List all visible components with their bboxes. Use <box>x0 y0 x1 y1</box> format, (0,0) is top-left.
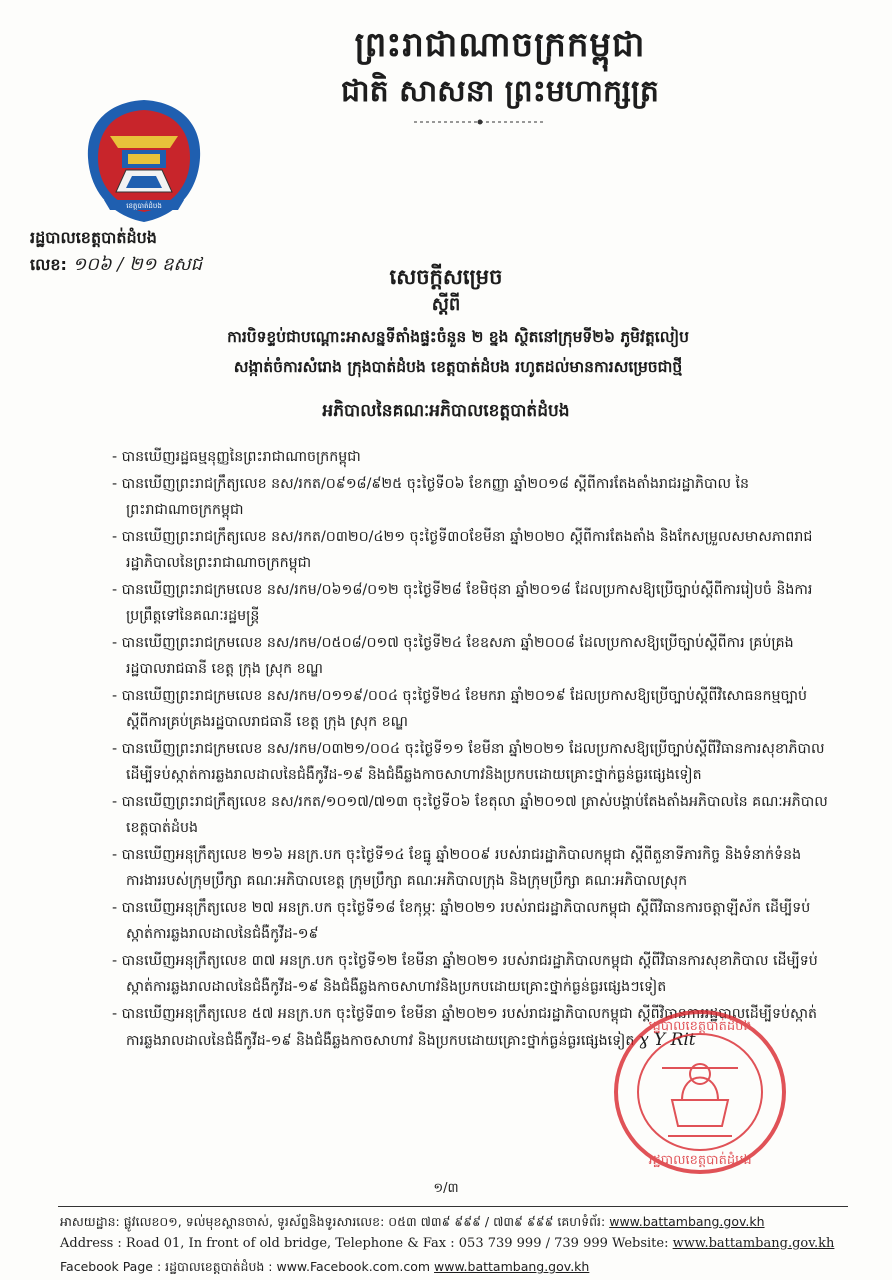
legal-basis-item: - បានឃើញអនុក្រឹត្យលេខ ២៧ អនក្រ.បក ចុះថ្ងៃទី១៨ ខែកុម្ភៈ ឆ្នាំ២០២១ របស់រាជរដ្ឋាភិបាលកម្ពុជា ស្ដីពីវិធានការចត្តាឡីស័ក ដើម្បីទប់ស្កាត់ការឆ្លងរាលដាលនៃជំងឺកូវីដ-១៩ <box>112 895 834 948</box>
official-seal-stamp <box>612 1008 788 1176</box>
legal-basis-text: បានឃើញអនុក្រឹត្យលេខ ៥៧ អនក្រ.បក ចុះថ្ងៃទី៣១ ខែមីនា ឆ្នាំ២០២១ របស់រាជរដ្ឋាភិបាលកម្ពុជា ស្ដីពីវិធានការរដ្ឋបាលដើម្បីទប់ស្កាត់ការឆ្លងរាលដាលនៃជំងឺកូវីដ-១៩ និងជំងឺឆ្លងកាចសាហាវ និងប្រកបដោយគ្រោះថ្នាក់ធ្ងន់ធ្ងរផ្សេងទៀត <box>121 1005 818 1049</box>
emblem-text: ខេត្តបាត់ដំបង <box>126 202 162 210</box>
footer-khmer-text: អាសយដ្ឋាន: ផ្លូវលេខ០១, ទល់មុខស្ពានចាស់, ទូរស័ព្ទនិងទូរសារលេខ: ០៥៣ ៧៣៩ ៩៩៩ / ៧៣៩ ៩៩៩ គេហទំព័រ: <box>60 1214 606 1229</box>
national-motto: ជាតិ សាសនា ព្រះមហាក្សត្រ <box>341 74 659 109</box>
footer-khmer-address <box>60 1212 860 1232</box>
document-authority: អភិបាលនៃគណៈអភិបាលខេត្តបាត់ដំបង <box>322 401 570 421</box>
legal-basis-item: - បានឃើញអនុក្រឹត្យលេខ ៣៧ អនក្រ.បក ចុះថ្ងៃទី១២ ខែមីនា ឆ្នាំ២០២១ របស់រាជរដ្ឋាភិបាលកម្ពុជា ស្ដីពីវិធានការសុខាភិបាល ដើម្បីទប់ស្កាត់ការឆ្លងរាលដាលនៃជំងឺកូវីដ-១៩ និងជំងឺឆ្លងកាចសាហាវនិងប្រកបដោយគ្រោះថ្នាក់ធ្ងន់ធ្ងរផ្សេងៗទៀត <box>112 948 834 1001</box>
issuing-authority: រដ្ឋបាលខេត្តបាត់ដំបង <box>30 228 157 247</box>
reference-label: លេខ: <box>30 255 67 274</box>
document-title: សេចក្ដីសម្រេច <box>389 264 503 289</box>
document-about: ស្ដីពី <box>431 294 461 315</box>
seal-text: រដ្ឋបាលខេត្តបាត់ដំបង <box>648 1019 752 1034</box>
subject-line-2: សង្កាត់ចំការសំរោង ក្រុងបាត់ដំបង ខេត្តបាត់ដំបង រហូតដល់មានការសម្រេចជាថ្មី <box>233 357 683 376</box>
footer-english-address <box>60 1234 860 1254</box>
document-subject <box>118 322 798 382</box>
footer-divider <box>58 1206 848 1207</box>
footer-website-link-2[interactable]: www.battambang.gov.kh <box>672 1236 835 1251</box>
footer-english-text: Address : Road 01, In front of old bridge, Telephone & Fax : 053 739 999 / 739 999 Website: <box>60 1236 669 1251</box>
legal-basis-item: - បានឃើញរដ្ឋធម្មនុញ្ញនៃព្រះរាជាណាចក្រកម្ពុជា <box>112 444 834 471</box>
legal-basis-item: - បានឃើញព្រះរាជក្រឹត្យលេខ នស/រកត/០៣២០/៤២១ ចុះថ្ងៃទី៣០ខែមីនា ឆ្នាំ២០២០ ស្ដីពីការតែងតាំង និងកែសម្រួលសមាសភាពរាជរដ្ឋាភិបាលនៃព្រះរាជាណាចក្រកម្ពុជា <box>112 524 834 577</box>
legal-basis-item: - បានឃើញព្រះរាជក្រមលេខ នស/រកម/០១១៩/០០៤ ចុះថ្ងៃទី២៤ ខែមករា ឆ្នាំ២០១៩ ដែលប្រកាសឱ្យប្រើច្បាប់ស្ដីពីវិសោធនកម្មច្បាប់ ស្ដីពីការគ្រប់គ្រងរដ្ឋបាលរាជធានី ខេត្ត ក្រុង ស្រុក ខណ្ឌ <box>112 683 834 736</box>
footer-website-link-3[interactable]: www.battambang.gov.kh <box>434 1259 590 1274</box>
legal-basis-item: - បានឃើញព្រះរាជក្រមលេខ នស/រកម/០៥០៨/០១៧ ចុះថ្ងៃទី២៤ ខែឧសភា ឆ្នាំ២០០៨ ដែលប្រកាសឱ្យប្រើច្បាប់ស្ដីពីការ គ្រប់គ្រងរដ្ឋបាលរាជធានី ខេត្ត ក្រុង ស្រុក ខណ្ឌ <box>112 630 834 683</box>
legal-basis-item: - បានឃើញព្រះរាជក្រឹត្យលេខ នស/រកត/១០១៧/៧១៣ ចុះថ្ងៃទី០៦ ខែតុលា ឆ្នាំ២០១៧ ត្រាស់បង្គាប់តែងតាំងអភិបាលនៃ គណៈអភិបាលខេត្តបាត់ដំបង <box>112 789 834 842</box>
provincial-emblem-logo <box>82 96 206 226</box>
legal-basis-list <box>112 444 834 1055</box>
legal-basis-item: - បានឃើញព្រះរាជក្រឹត្យលេខ នស/រកត/០៩១៨/៩២៥ ចុះថ្ងៃទី០៦ ខែកញ្ញា ឆ្នាំ២០១៨ ស្ដីពីការតែងតាំងរាជរដ្ឋាភិបាល នៃព្រះរាជាណាចក្រកម្ពុជា <box>112 471 834 524</box>
footer-website-link[interactable]: www.battambang.gov.kh <box>609 1214 765 1229</box>
footer-facebook-text: Facebook Page : រដ្ឋបាលខេត្តបាត់ដំបង : www.Facebook.com.com <box>60 1259 431 1274</box>
footer-facebook <box>60 1257 860 1277</box>
kingdom-heading: ព្រះរាជាណាចក្រកម្ពុជា <box>354 25 646 65</box>
handwritten-initials: ɣ Y Rit <box>638 1030 696 1050</box>
ornament-divider <box>410 116 550 128</box>
legal-basis-item: - បានឃើញព្រះរាជក្រមលេខ នស/រកម/០៣២១/០០៤ ចុះថ្ងៃទី១១ ខែមីនា ឆ្នាំ២០២១ ដែលប្រកាសឱ្យប្រើច្បាប់ស្ដីពីវិធានការសុខាភិបាលដើម្បីទប់ស្កាត់ការឆ្លងរាលដាលនៃជំងឺកូវីដ-១៩ និងជំងឺឆ្លងកាចសាហាវនិងប្រកបដោយគ្រោះថ្នាក់ធ្ងន់ធ្ងរផ្សេងទៀត <box>112 736 834 789</box>
legal-basis-item: - បានឃើញអនុក្រឹត្យលេខ ២១៦ អនក្រ.បក ចុះថ្ងៃទី១៤ ខែធ្នូ ឆ្នាំ២០០៩ របស់រាជរដ្ឋាភិបាលកម្ពុជា ស្ដីពីតួនាទីភារកិច្ច និងទំនាក់ទំនងការងាររបស់ក្រុមប្រឹក្សា គណៈអភិបាលខេត្ត ក្រុមប្រឹក្សា គណៈអភិបាលក្រុង និងក្រុមប្រឹក្សា គណៈអភិបាលស្រុក <box>112 842 834 895</box>
subject-line-1: ការបិទខ្ទប់ជាបណ្ដោះអាសន្នទីតាំងផ្ទះចំនួន ២ ខ្នង ស្ថិតនៅក្រុមទី២៦ ភូមិវត្តលៀប <box>227 327 689 346</box>
page-number: ១/៣ <box>433 1181 459 1196</box>
reference-value: ១០៦ / ២១ ឧសជ <box>72 254 203 275</box>
seal-text-bottom: រដ្ឋបាលខេត្តបាត់ដំបង <box>648 1153 752 1168</box>
legal-basis-item: - បានឃើញព្រះរាជក្រមលេខ នស/រកម/០៦១៨/០១២ ចុះថ្ងៃទី២៨ ខែមិថុនា ឆ្នាំ២០១៨ ដែលប្រកាសឱ្យប្រើច្បាប់ស្ដីពីការរៀបចំ និងការប្រព្រឹត្តទៅនៃគណៈរដ្ឋមន្ត្រី <box>112 577 834 630</box>
